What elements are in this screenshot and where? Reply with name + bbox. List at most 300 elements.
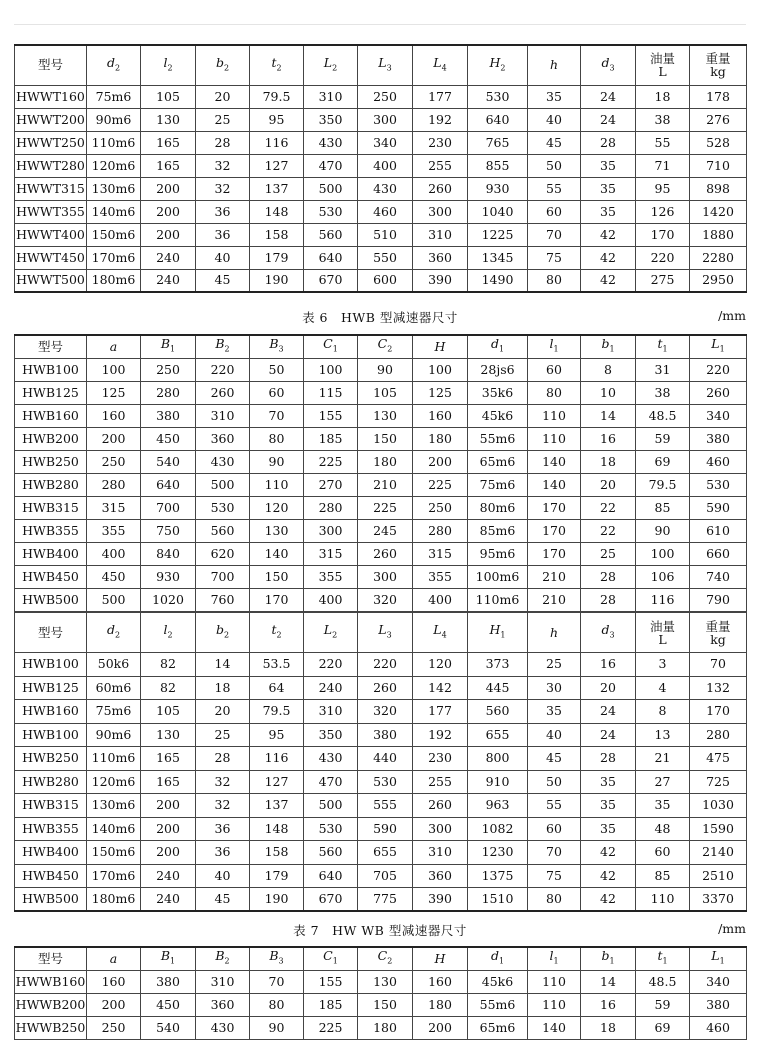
value-cell: 300 xyxy=(358,565,413,588)
value-cell: 530 xyxy=(358,770,413,794)
value-cell: 700 xyxy=(196,565,250,588)
value-cell: 700 xyxy=(141,496,196,519)
value-cell: 2510 xyxy=(690,864,747,888)
value-cell: 310 xyxy=(196,404,250,427)
value-cell: 14 xyxy=(196,653,250,677)
column-header: $d_1$ xyxy=(468,947,528,970)
value-cell: 150m6 xyxy=(87,223,141,246)
value-cell: 390 xyxy=(413,269,468,292)
model-cell: HWB400 xyxy=(15,841,87,865)
value-cell: 116 xyxy=(250,747,304,771)
value-cell: 100 xyxy=(304,358,358,381)
value-cell: 1230 xyxy=(468,841,528,865)
value-cell: 540 xyxy=(141,1016,196,1039)
value-cell: 380 xyxy=(690,993,747,1016)
value-cell: 360 xyxy=(196,427,250,450)
value-cell: 510 xyxy=(358,223,413,246)
value-cell: 120m6 xyxy=(87,770,141,794)
value-cell: 65m6 xyxy=(468,450,528,473)
value-cell: 16 xyxy=(581,427,636,450)
value-cell: 530 xyxy=(304,817,358,841)
value-cell: 528 xyxy=(690,131,747,154)
column-header: $C_1$ xyxy=(304,947,358,970)
value-cell: 240 xyxy=(304,676,358,700)
table-row xyxy=(15,154,747,177)
value-cell: 200 xyxy=(87,427,141,450)
value-cell: 310 xyxy=(304,85,358,108)
value-cell: 390 xyxy=(413,888,468,912)
value-cell: 340 xyxy=(690,404,747,427)
value-cell: 32 xyxy=(196,154,250,177)
value-cell: 1590 xyxy=(690,817,747,841)
value-cell: 530 xyxy=(468,85,528,108)
value-cell: 170m6 xyxy=(87,864,141,888)
value-cell: 95 xyxy=(250,723,304,747)
value-cell: 79.5 xyxy=(250,85,304,108)
model-cell: HWWT200 xyxy=(15,108,87,131)
value-cell: 140 xyxy=(528,473,581,496)
value-cell: 373 xyxy=(468,653,528,677)
column-header: H xyxy=(413,335,468,358)
model-cell: HWB400 xyxy=(15,542,87,565)
value-cell: 260 xyxy=(358,676,413,700)
value-cell: 45k6 xyxy=(468,970,528,993)
column-header: 油量 L xyxy=(636,45,690,85)
column-header: $d_2$ xyxy=(87,45,141,85)
table-row xyxy=(15,473,747,496)
model-cell: HWWT315 xyxy=(15,177,87,200)
table-row xyxy=(15,177,747,200)
header-row xyxy=(15,947,747,970)
table-6-hwb-dimensions xyxy=(14,334,747,612)
value-cell: 500 xyxy=(196,473,250,496)
value-cell: 13 xyxy=(636,723,690,747)
model-cell: HWB355 xyxy=(15,519,87,542)
value-cell: 400 xyxy=(358,154,413,177)
model-cell: HWWT160 xyxy=(15,85,87,108)
column-header: $b_2$ xyxy=(196,613,250,653)
table-row xyxy=(15,269,747,292)
value-cell: 50 xyxy=(528,770,581,794)
value-cell: 540 xyxy=(141,450,196,473)
value-cell: 430 xyxy=(196,450,250,473)
column-header: $d_3$ xyxy=(581,613,636,653)
value-cell: 300 xyxy=(413,200,468,223)
column-header: a xyxy=(87,335,141,358)
table-row xyxy=(15,542,747,565)
column-header: $B_3$ xyxy=(250,947,304,970)
value-cell: 179 xyxy=(250,864,304,888)
value-cell: 220 xyxy=(636,246,690,269)
value-cell: 170 xyxy=(528,519,581,542)
value-cell: 450 xyxy=(141,993,196,1016)
value-cell: 55 xyxy=(528,177,581,200)
value-cell: 180 xyxy=(358,1016,413,1039)
model-cell: HWWT500 xyxy=(15,269,87,292)
value-cell: 8 xyxy=(581,358,636,381)
value-cell: 450 xyxy=(87,565,141,588)
value-cell: 710 xyxy=(690,154,747,177)
value-cell: 25 xyxy=(528,653,581,677)
value-cell: 60 xyxy=(636,841,690,865)
column-header: $B_1$ xyxy=(141,947,196,970)
value-cell: 75 xyxy=(528,246,581,269)
value-cell: 255 xyxy=(413,154,468,177)
value-cell: 250 xyxy=(87,450,141,473)
value-cell: 125 xyxy=(87,381,141,404)
value-cell: 200 xyxy=(141,817,196,841)
table-row xyxy=(15,676,747,700)
value-cell: 355 xyxy=(413,565,468,588)
value-cell: 340 xyxy=(358,131,413,154)
value-cell: 82 xyxy=(141,676,196,700)
value-cell: 185 xyxy=(304,427,358,450)
value-cell: 16 xyxy=(581,653,636,677)
value-cell: 130m6 xyxy=(87,794,141,818)
value-cell: 230 xyxy=(413,131,468,154)
value-cell: 35 xyxy=(581,200,636,223)
model-cell: HWB160 xyxy=(15,404,87,427)
value-cell: 85 xyxy=(636,864,690,888)
value-cell: 230 xyxy=(413,747,468,771)
value-cell: 35 xyxy=(581,817,636,841)
value-cell: 31 xyxy=(636,358,690,381)
column-header: 型号 xyxy=(15,335,87,358)
column-header: $l_1$ xyxy=(528,335,581,358)
column-header: $C_2$ xyxy=(358,947,413,970)
value-cell: 148 xyxy=(250,817,304,841)
value-cell: 160 xyxy=(87,404,141,427)
value-cell: 14 xyxy=(581,404,636,427)
caption-7-text: 表 7 HW WB 型减速器尺寸 xyxy=(293,923,467,938)
value-cell: 140m6 xyxy=(87,200,141,223)
table-row xyxy=(15,85,747,108)
value-cell: 28 xyxy=(581,588,636,611)
value-cell: 1082 xyxy=(468,817,528,841)
value-cell: 660 xyxy=(690,542,747,565)
model-cell: HWB100 xyxy=(15,723,87,747)
value-cell: 18 xyxy=(636,85,690,108)
value-cell: 192 xyxy=(413,723,468,747)
value-cell: 45k6 xyxy=(468,404,528,427)
table-row xyxy=(15,723,747,747)
value-cell: 240 xyxy=(141,864,196,888)
value-cell: 110 xyxy=(250,473,304,496)
value-cell: 160 xyxy=(87,970,141,993)
value-cell: 60 xyxy=(528,200,581,223)
value-cell: 930 xyxy=(468,177,528,200)
model-cell: HWWT355 xyxy=(15,200,87,223)
value-cell: 3 xyxy=(636,653,690,677)
value-cell: 59 xyxy=(636,427,690,450)
value-cell: 28 xyxy=(196,747,250,771)
value-cell: 963 xyxy=(468,794,528,818)
value-cell: 69 xyxy=(636,450,690,473)
table-row xyxy=(15,131,747,154)
value-cell: 130m6 xyxy=(87,177,141,200)
value-cell: 260 xyxy=(413,177,468,200)
value-cell: 220 xyxy=(358,653,413,677)
value-cell: 1040 xyxy=(468,200,528,223)
value-cell: 80 xyxy=(528,269,581,292)
value-cell: 70 xyxy=(528,841,581,865)
value-cell: 110 xyxy=(528,970,581,993)
column-header: h xyxy=(528,45,581,85)
value-cell: 165 xyxy=(141,131,196,154)
value-cell: 69 xyxy=(636,1016,690,1039)
value-cell: 310 xyxy=(304,700,358,724)
value-cell: 500 xyxy=(87,588,141,611)
value-cell: 55 xyxy=(528,794,581,818)
value-cell: 178 xyxy=(690,85,747,108)
value-cell: 400 xyxy=(87,542,141,565)
value-cell: 1420 xyxy=(690,200,747,223)
value-cell: 280 xyxy=(304,496,358,519)
model-cell: HWB450 xyxy=(15,565,87,588)
value-cell: 120m6 xyxy=(87,154,141,177)
table-6-hwb-shaft-dimensions xyxy=(14,612,747,912)
value-cell: 28 xyxy=(581,565,636,588)
table-7-hwwb-dimensions xyxy=(14,946,747,1040)
value-cell: 1880 xyxy=(690,223,747,246)
column-header: $C_1$ xyxy=(304,335,358,358)
value-cell: 192 xyxy=(413,108,468,131)
value-cell: 127 xyxy=(250,154,304,177)
value-cell: 130 xyxy=(141,108,196,131)
value-cell: 600 xyxy=(358,269,413,292)
value-cell: 90 xyxy=(358,358,413,381)
value-cell: 130 xyxy=(358,404,413,427)
value-cell: 32 xyxy=(196,770,250,794)
model-cell: HWB280 xyxy=(15,473,87,496)
column-header: $t_1$ xyxy=(636,335,690,358)
value-cell: 28 xyxy=(196,131,250,154)
model-cell: HWB355 xyxy=(15,817,87,841)
value-cell: 36 xyxy=(196,841,250,865)
value-cell: 45 xyxy=(196,888,250,912)
value-cell: 115 xyxy=(304,381,358,404)
value-cell: 8 xyxy=(636,700,690,724)
value-cell: 177 xyxy=(413,700,468,724)
column-header: a xyxy=(87,947,141,970)
value-cell: 35 xyxy=(581,154,636,177)
value-cell: 610 xyxy=(690,519,747,542)
value-cell: 1490 xyxy=(468,269,528,292)
column-header: $B_2$ xyxy=(196,947,250,970)
value-cell: 470 xyxy=(304,154,358,177)
value-cell: 380 xyxy=(141,404,196,427)
value-cell: 64 xyxy=(250,676,304,700)
caption-6-unit: /mm xyxy=(718,308,746,323)
column-header: $b_1$ xyxy=(581,335,636,358)
value-cell: 95 xyxy=(636,177,690,200)
value-cell: 160 xyxy=(413,970,468,993)
value-cell: 42 xyxy=(581,864,636,888)
value-cell: 35k6 xyxy=(468,381,528,404)
value-cell: 35 xyxy=(581,177,636,200)
value-cell: 20 xyxy=(581,473,636,496)
value-cell: 430 xyxy=(358,177,413,200)
value-cell: 280 xyxy=(690,723,747,747)
value-cell: 25 xyxy=(196,108,250,131)
value-cell: 106 xyxy=(636,565,690,588)
value-cell: 260 xyxy=(690,381,747,404)
value-cell: 500 xyxy=(304,177,358,200)
value-cell: 40 xyxy=(196,246,250,269)
value-cell: 95m6 xyxy=(468,542,528,565)
value-cell: 560 xyxy=(304,841,358,865)
value-cell: 315 xyxy=(304,542,358,565)
value-cell: 24 xyxy=(581,700,636,724)
value-cell: 10 xyxy=(581,381,636,404)
column-header: $t_2$ xyxy=(250,45,304,85)
model-cell: HWB315 xyxy=(15,794,87,818)
value-cell: 35 xyxy=(636,794,690,818)
value-cell: 170 xyxy=(690,700,747,724)
value-cell: 177 xyxy=(413,85,468,108)
value-cell: 116 xyxy=(250,131,304,154)
value-cell: 210 xyxy=(528,565,581,588)
value-cell: 40 xyxy=(528,108,581,131)
value-cell: 155 xyxy=(304,404,358,427)
column-header: h xyxy=(528,613,581,653)
value-cell: 36 xyxy=(196,200,250,223)
model-cell: HWWT450 xyxy=(15,246,87,269)
value-cell: 60 xyxy=(528,358,581,381)
value-cell: 590 xyxy=(358,817,413,841)
column-header: $L_3$ xyxy=(358,613,413,653)
value-cell: 640 xyxy=(141,473,196,496)
value-cell: 1020 xyxy=(141,588,196,611)
value-cell: 150 xyxy=(250,565,304,588)
column-header: $t_1$ xyxy=(636,947,690,970)
value-cell: 155 xyxy=(304,970,358,993)
value-cell: 140m6 xyxy=(87,817,141,841)
value-cell: 1510 xyxy=(468,888,528,912)
value-cell: 132 xyxy=(690,676,747,700)
model-cell: HWB500 xyxy=(15,888,87,912)
value-cell: 170m6 xyxy=(87,246,141,269)
value-cell: 170 xyxy=(528,542,581,565)
value-cell: 310 xyxy=(413,223,468,246)
value-cell: 280 xyxy=(413,519,468,542)
value-cell: 760 xyxy=(196,588,250,611)
value-cell: 95 xyxy=(250,108,304,131)
value-cell: 130 xyxy=(141,723,196,747)
value-cell: 142 xyxy=(413,676,468,700)
value-cell: 48.5 xyxy=(636,970,690,993)
value-cell: 400 xyxy=(413,588,468,611)
column-header: $C_2$ xyxy=(358,335,413,358)
value-cell: 20 xyxy=(196,700,250,724)
value-cell: 775 xyxy=(358,888,413,912)
value-cell: 50 xyxy=(528,154,581,177)
column-header: $b_1$ xyxy=(581,947,636,970)
header-row xyxy=(15,613,747,653)
value-cell: 1030 xyxy=(690,794,747,818)
table-row xyxy=(15,108,747,131)
value-cell: 530 xyxy=(196,496,250,519)
value-cell: 180m6 xyxy=(87,888,141,912)
value-cell: 55 xyxy=(636,131,690,154)
value-cell: 32 xyxy=(196,177,250,200)
value-cell: 430 xyxy=(196,1016,250,1039)
value-cell: 60 xyxy=(528,817,581,841)
model-cell: HWWT400 xyxy=(15,223,87,246)
value-cell: 45 xyxy=(528,131,581,154)
table-row xyxy=(15,404,747,427)
value-cell: 220 xyxy=(196,358,250,381)
value-cell: 930 xyxy=(141,565,196,588)
column-header: $L_4$ xyxy=(413,45,468,85)
value-cell: 105 xyxy=(141,700,196,724)
value-cell: 28 xyxy=(581,131,636,154)
value-cell: 20 xyxy=(581,676,636,700)
value-cell: 75m6 xyxy=(87,700,141,724)
value-cell: 35 xyxy=(528,85,581,108)
table-row xyxy=(15,427,747,450)
value-cell: 148 xyxy=(250,200,304,223)
value-cell: 42 xyxy=(581,841,636,865)
value-cell: 1345 xyxy=(468,246,528,269)
caption-6-text: 表 6 HWB 型减速器尺寸 xyxy=(302,310,458,325)
value-cell: 705 xyxy=(358,864,413,888)
value-cell: 655 xyxy=(468,723,528,747)
value-cell: 110 xyxy=(528,404,581,427)
value-cell: 360 xyxy=(196,993,250,1016)
value-cell: 640 xyxy=(304,864,358,888)
model-cell: HWB125 xyxy=(15,676,87,700)
value-cell: 137 xyxy=(250,177,304,200)
value-cell: 70 xyxy=(690,653,747,677)
value-cell: 140 xyxy=(528,450,581,473)
value-cell: 48.5 xyxy=(636,404,690,427)
column-header: 重量 kg xyxy=(690,613,747,653)
table-row xyxy=(15,450,747,473)
value-cell: 430 xyxy=(304,131,358,154)
value-cell: 200 xyxy=(141,841,196,865)
value-cell: 100 xyxy=(636,542,690,565)
value-cell: 355 xyxy=(304,565,358,588)
model-cell: HWB160 xyxy=(15,700,87,724)
value-cell: 225 xyxy=(358,496,413,519)
value-cell: 158 xyxy=(250,841,304,865)
value-cell: 110m6 xyxy=(87,131,141,154)
value-cell: 55m6 xyxy=(468,427,528,450)
value-cell: 350 xyxy=(304,723,358,747)
value-cell: 160 xyxy=(413,404,468,427)
value-cell: 85m6 xyxy=(468,519,528,542)
value-cell: 2140 xyxy=(690,841,747,865)
value-cell: 22 xyxy=(581,519,636,542)
column-header: $L_1$ xyxy=(690,947,747,970)
value-cell: 185 xyxy=(304,993,358,1016)
column-header: $L_2$ xyxy=(304,45,358,85)
model-cell: HWB125 xyxy=(15,381,87,404)
value-cell: 79.5 xyxy=(636,473,690,496)
value-cell: 255 xyxy=(413,770,468,794)
value-cell: 670 xyxy=(304,269,358,292)
value-cell: 105 xyxy=(358,381,413,404)
value-cell: 14 xyxy=(581,970,636,993)
value-cell: 110m6 xyxy=(87,747,141,771)
value-cell: 460 xyxy=(358,200,413,223)
value-cell: 560 xyxy=(468,700,528,724)
value-cell: 38 xyxy=(636,381,690,404)
value-cell: 120 xyxy=(250,496,304,519)
value-cell: 315 xyxy=(87,496,141,519)
value-cell: 71 xyxy=(636,154,690,177)
